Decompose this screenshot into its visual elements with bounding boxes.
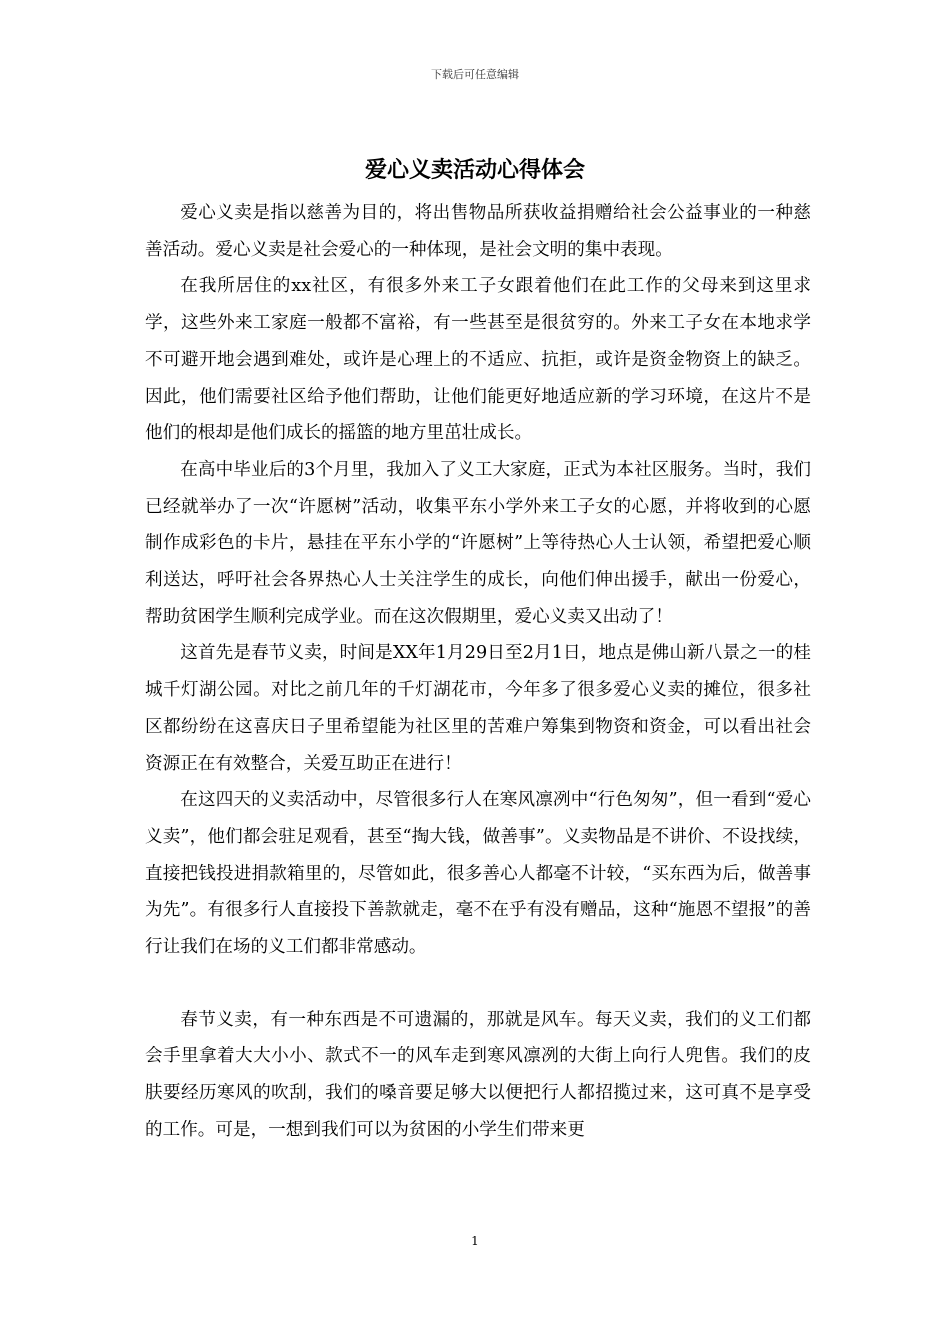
paragraph: 在高中毕业后的3个月里，我加入了义工大家庭，正式为本社区服务。当时，我们已经就举办了一次“许愿树”活动，收集平东小学外来工子女的心愿，并将收到的心愿制作成彩色的卡片，悬挂在平东小学的“许愿树”上等待热心人士认领，希望把爱心顺利送达，呼吁社会各界热心人士关注学生的成长，向他们伸出援手，献出一份爱心，帮助贫困学生顺利完成学业。而在这次假期里，爱心义卖又出动了！	[145, 459, 811, 627]
paragraph: 这首先是春节义卖，时间是XX年1月29日至2月1日，地点是佛山新八景之一的桂城千灯湖公园。对比之前几年的千灯湖花市，今年多了很多爱心义卖的摊位，很多社区都纷纷在这喜庆日子里希望能为社区里的苦难户筹集到物资和资金，可以看出社会资源正在有效整合，关爱互助正在进行！	[145, 643, 811, 774]
paragraph: 在我所居住的xx社区，有很多外来工子女跟着他们在此工作的父母来到这里求学，这些外来工家庭一般都不富裕，有一些甚至是很贫穷的。外来工子女在本地求学不可避开地会遇到难处，或许是心理上的不适应、抗拒，或许是资金物资上的缺乏。因此，他们需要社区给予他们帮助，让他们能更好地适应新的学习环境，在这片不是他们的根却是他们成长的摇篮的地方里茁壮成长。	[145, 276, 811, 444]
paragraph: 爱心义卖是指以慈善为目的，将出售物品所获收益捐赠给社会公益事业的一种慈善活动。爱心义卖是社会爱心的一种体现，是社会文明的集中表现。	[145, 203, 811, 260]
paragraph: 在这四天的义卖活动中，尽管很多行人在寒风凛冽中“行色匆匆”，但一看到“爱心义卖”，他们都会驻足观看，甚至“掏大钱，做善事”。义卖物品是不讲价、不设找续，直接把钱投进捐款箱里的，尽管如此，很多善心人都毫不计较，“买东西为后，做善事为先”。有很多行人直接投下善款就走，毫不在乎有没有赠品，这种“施恩不望报”的善行让我们在场的义工们都非常感动。	[145, 790, 811, 958]
page-number: 1	[471, 1234, 479, 1248]
page-header: 下载后可任意编辑	[431, 68, 519, 81]
document-body	[145, 195, 811, 1149]
paragraph: 春节义卖，有一种东西是不可遗漏的，那就是风车。每天义卖，我们的义工们都会手里拿着大大小小、款式不一的风车走到寒风凛冽的大街上向行人兜售。我们的皮肤要经历寒风的吹刮，我们的嗓音要足够大以便把行人都招揽过来，这可真不是享受的工作。可是，一想到我们可以为贫困的小学生们带来更	[145, 1009, 811, 1140]
document-title: 爱心义卖活动心得体会	[364, 158, 585, 183]
